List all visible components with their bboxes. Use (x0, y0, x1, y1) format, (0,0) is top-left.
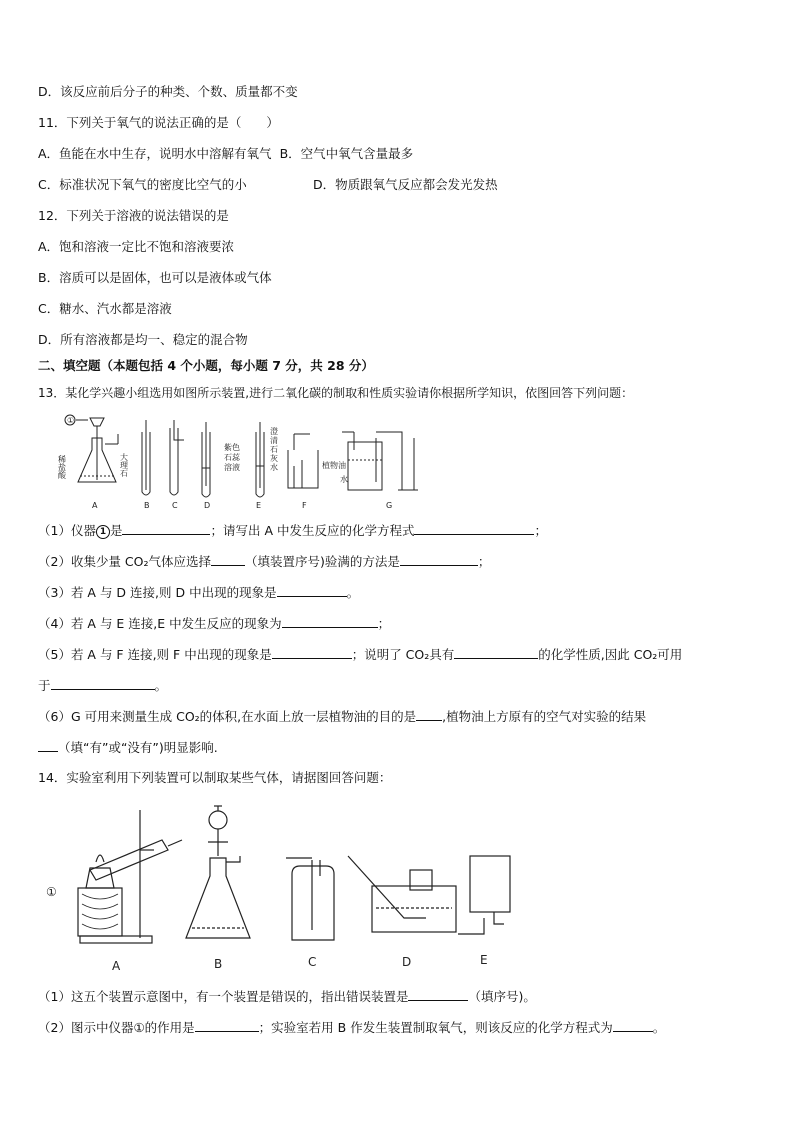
q13-part-5 (38, 646, 682, 663)
q14-part-1 (38, 988, 536, 1005)
q13-part-6 (38, 708, 646, 725)
label-marble-3: 石 (120, 469, 128, 478)
label-dilute-acid-2: 盐 (58, 463, 66, 472)
figure-letter-e: E (256, 501, 262, 510)
q13-stem: 13．某化学兴趣小组选用如图所示装置,进行二氧化碳的制取和性质实验请你根据所学知识，依图回答下列问题： (38, 386, 634, 400)
q14-p1-text-b: （填序号)。 (468, 989, 536, 1004)
q13-p2-blank-2[interactable] (400, 553, 478, 566)
q14-letter-c: C (308, 955, 317, 969)
q13-p5-text-a: （5）若 A 与 F 连接,则 F 中出现的现象是 (38, 647, 272, 662)
q14-p1-blank[interactable] (408, 988, 468, 1001)
q14-p2-blank-2[interactable] (613, 1019, 653, 1032)
q14-apparatus-figure (44, 800, 524, 975)
q14-p2-text-b: ；实验室若用 B 作发生装置制取氧气，则该反应的化学方程式为 (258, 1020, 613, 1035)
figure-letter-f: F (302, 501, 307, 510)
q13-p5-blank-3[interactable] (51, 677, 155, 690)
q13-p2-text-a: （2）收集少量 CO₂气体应选择 (38, 554, 212, 569)
q14-letter-e: E (480, 953, 488, 967)
q14-part-2 (38, 1019, 665, 1036)
q13-p6-blank-1[interactable] (416, 708, 442, 721)
q11-option-c: C．标准状况下氧气的密度比空气的小 (38, 177, 247, 192)
marker-1-icon: 1 (96, 525, 110, 539)
q13-part-6-cont (38, 739, 218, 756)
label-water: 水 (340, 475, 348, 484)
q13-p5-text-c: 的化学性质,因此 CO₂可用 (538, 647, 683, 662)
q12-option-d: D．所有溶液都是均一、稳定的混合物 (38, 332, 248, 347)
q14-letter-a: A (112, 959, 121, 973)
q11-option-a: A．鱼能在水中生存，说明水中溶解有氧气 (38, 146, 272, 161)
q14-letter-b: B (214, 957, 223, 971)
q14-p1-text-a: （1）这五个装置示意图中，有一个装置是错误的，指出错误装置是 (38, 989, 409, 1004)
section-2-title: 二、填空题（本题包括 4 个小题，每小题 7 分，共 28 分） (38, 358, 374, 373)
q13-p1-blank-2[interactable] (414, 522, 534, 535)
q13-p6-text-b: ,植物油上方原有的空气对实验的结果 (442, 709, 647, 724)
label-marble-2: 理 (120, 461, 128, 470)
q13-p1-text-c: ；请写出 A 中发生反应的化学方程式 (210, 523, 415, 538)
label-vegetable-oil: 植物油 (322, 461, 346, 470)
q13-p2-blank-1[interactable] (211, 553, 245, 566)
label-litmus-2: 石蕊 (224, 453, 240, 462)
q13-part-5-cont (38, 677, 167, 694)
q13-p5-text-d: 于 (38, 678, 51, 693)
q13-p4-text-a: （4）若 A 与 E 连接,E 中发生反应的现象为 (38, 616, 282, 631)
q13-p1-text-a: （1）仪器 (38, 523, 96, 538)
q14-p2-text-c: 。 (652, 1020, 666, 1035)
q13-p1-text-b: 是 (109, 523, 123, 538)
figure-letter-b: B (144, 501, 150, 510)
q13-p2-text-b: （填装置序号)验满的方法是 (245, 554, 400, 569)
label-litmus-1: 紫色 (224, 443, 240, 452)
q13-p4-text-b: ； (377, 616, 391, 631)
q12-stem: 12．下列关于溶液的说法错误的是 (38, 208, 229, 223)
label-lime-water-2: 清 (270, 436, 278, 445)
q13-p1-blank-1[interactable] (122, 522, 210, 535)
q14-stem: 14．实验室利用下列装置可以制取某些气体，请据图回答问题： (38, 770, 392, 785)
q13-p5-blank-1[interactable] (272, 646, 352, 659)
figure-marker-1: ① (67, 416, 75, 425)
label-dilute-acid-1: 稀 (58, 455, 66, 464)
q13-p4-blank[interactable] (282, 615, 378, 628)
q12-option-c: C．糖水、汽水都是溶液 (38, 301, 172, 316)
q12-option-b: B．溶质可以是固体，也可以是液体或气体 (38, 270, 272, 285)
q13-p5-text-e: 。 (154, 678, 168, 693)
figure-letter-a: A (92, 501, 98, 510)
label-dilute-acid-3: 酸 (58, 471, 66, 480)
label-lime-water-4: 灰 (270, 454, 278, 463)
q13-p6-text-a: （6）G 可用来测量生成 CO₂的体积,在水面上放一层植物油的目的是 (38, 709, 417, 724)
q13-p2-text-c: ； (477, 554, 491, 569)
figure-letter-g: G (386, 501, 393, 510)
q13-p6-blank-2[interactable] (38, 739, 58, 752)
q14-p2-blank-1[interactable] (195, 1019, 259, 1032)
label-lime-water-1: 澄 (270, 427, 278, 436)
q13-part-3 (38, 584, 359, 601)
q13-p6-text-c: （填“有”或“没有”)明显影响. (58, 740, 218, 755)
q11-option-d: D．物质跟氧气反应都会发光发热 (313, 177, 498, 192)
q13-part-4 (38, 615, 390, 632)
q11-options-cd (38, 177, 498, 193)
q14-letter-d: D (402, 955, 412, 969)
q10-option-d: D．该反应前后分子的种类、个数、质量都不变 (38, 84, 298, 99)
q13-p3-text-b: 。 (346, 585, 360, 600)
q13-part-1 (38, 522, 547, 539)
q13-p3-text-a: （3）若 A 与 D 连接,则 D 中出现的现象是 (38, 585, 277, 600)
label-lime-water-3: 石 (270, 445, 278, 454)
q14-p2-text-a: （2）图示中仪器①的作用是 (38, 1020, 195, 1035)
q13-part-2 (38, 553, 490, 570)
q13-p5-text-b: ；说明了 CO₂具有 (351, 647, 455, 662)
q13-p3-blank[interactable] (277, 584, 347, 597)
q11-stem: 11．下列关于氧气的说法正确的是（ ） (38, 115, 279, 130)
q13-p5-blank-2[interactable] (454, 646, 538, 659)
label-lime-water-5: 水 (270, 463, 278, 472)
q11-options-ab (38, 146, 413, 162)
figure-letter-c: C (172, 501, 178, 510)
q13-p1-text-d: ； (534, 523, 547, 538)
label-marble-1: 大 (120, 453, 128, 462)
label-litmus-3: 溶液 (224, 463, 240, 472)
q13-apparatus-figure (56, 410, 436, 514)
q14-figure-marker: ① (46, 885, 57, 899)
figure-letter-d: D (204, 501, 211, 510)
q11-option-b: B．空气中氧气含量最多 (279, 146, 414, 161)
q12-option-a: A．饱和溶液一定比不饱和溶液要浓 (38, 239, 235, 254)
